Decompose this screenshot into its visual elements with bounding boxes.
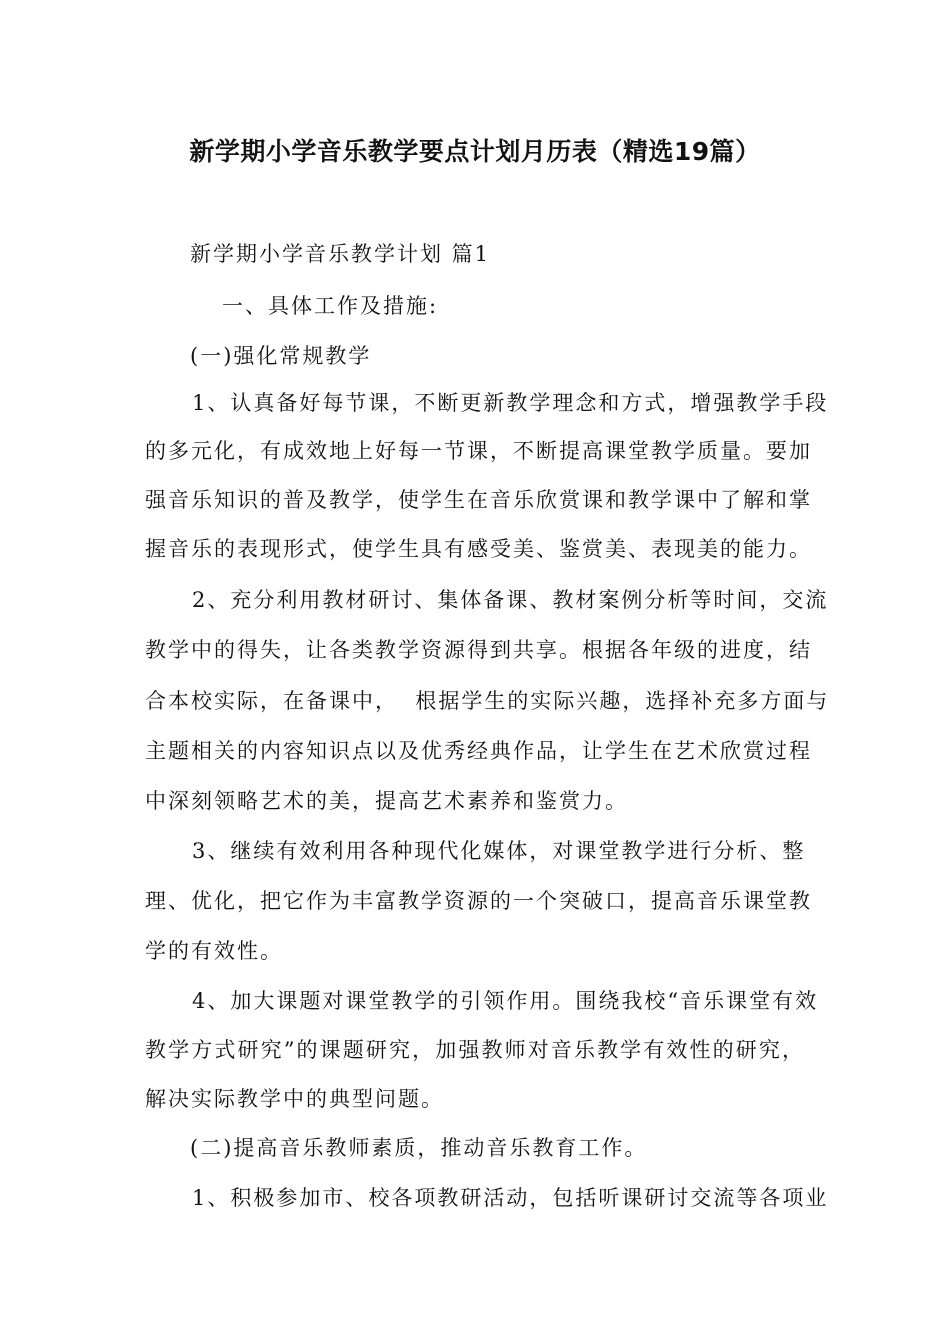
paragraph-line: 握音乐的表现形式，使学生具有感受美、鉴赏美、表现美的能力。 [145, 537, 812, 561]
paragraph-line: 1、认真备好每节课，不断更新教学理念和方式，增强教学手段 [192, 391, 829, 415]
paragraph-line: 的多元化，有成效地上好每一节课，不断提高课堂教学质量。要加 [145, 439, 812, 463]
paragraph-line: 主题相关的内容知识点以及优秀经典作品，让学生在艺术欣赏过程 [145, 739, 812, 763]
paragraph-line: 1、积极参加市、校各项教研活动，包括听课研讨交流等各项业 [192, 1186, 829, 1210]
subsection-heading: 一、具体工作及措施: [222, 294, 439, 318]
subsection-heading: (一)强化常规教学 [190, 344, 372, 368]
paragraph-line: 教学中的得失，让各类教学资源得到共享。根据各年级的进度，结 [145, 638, 812, 662]
paragraph-line: 3、继续有效利用各种现代化媒体，对课堂教学进行分析、整 [192, 839, 806, 863]
paragraph-line: 强音乐知识的普及教学，使学生在音乐欣赏课和教学课中了解和掌 [145, 488, 812, 512]
subsection-heading: (二)提高音乐教师素质，推动音乐教育工作。 [190, 1136, 648, 1160]
paragraph-line: 中深刻领略艺术的美，提高艺术素养和鉴赏力。 [145, 789, 628, 813]
paragraph-line: 学的有效性。 [145, 939, 283, 963]
paragraph-line: 合本校实际，在备课中， 根据学生的实际兴趣，选择补充多方面与 [145, 689, 830, 713]
section-heading: 新学期小学音乐教学计划 篇1 [190, 242, 491, 266]
paragraph-line: 理、优化，把它作为丰富教学资源的一个突破口，提高音乐课堂教 [145, 889, 812, 913]
paragraph-line: 解决实际教学中的典型问题。 [145, 1087, 444, 1111]
paragraph-line: 4、加大课题对课堂教学的引领作用。围绕我校“音乐课堂有效 [192, 989, 819, 1013]
paragraph-line: 教学方式研究”的课题研究，加强教师对音乐教学有效性的研究， [145, 1038, 805, 1062]
document-title: 新学期小学音乐教学要点计划月历表（精选19篇） [189, 137, 761, 166]
paragraph-line: 2、充分利用教材研讨、集体备课、教材案例分析等时间，交流 [192, 588, 829, 612]
